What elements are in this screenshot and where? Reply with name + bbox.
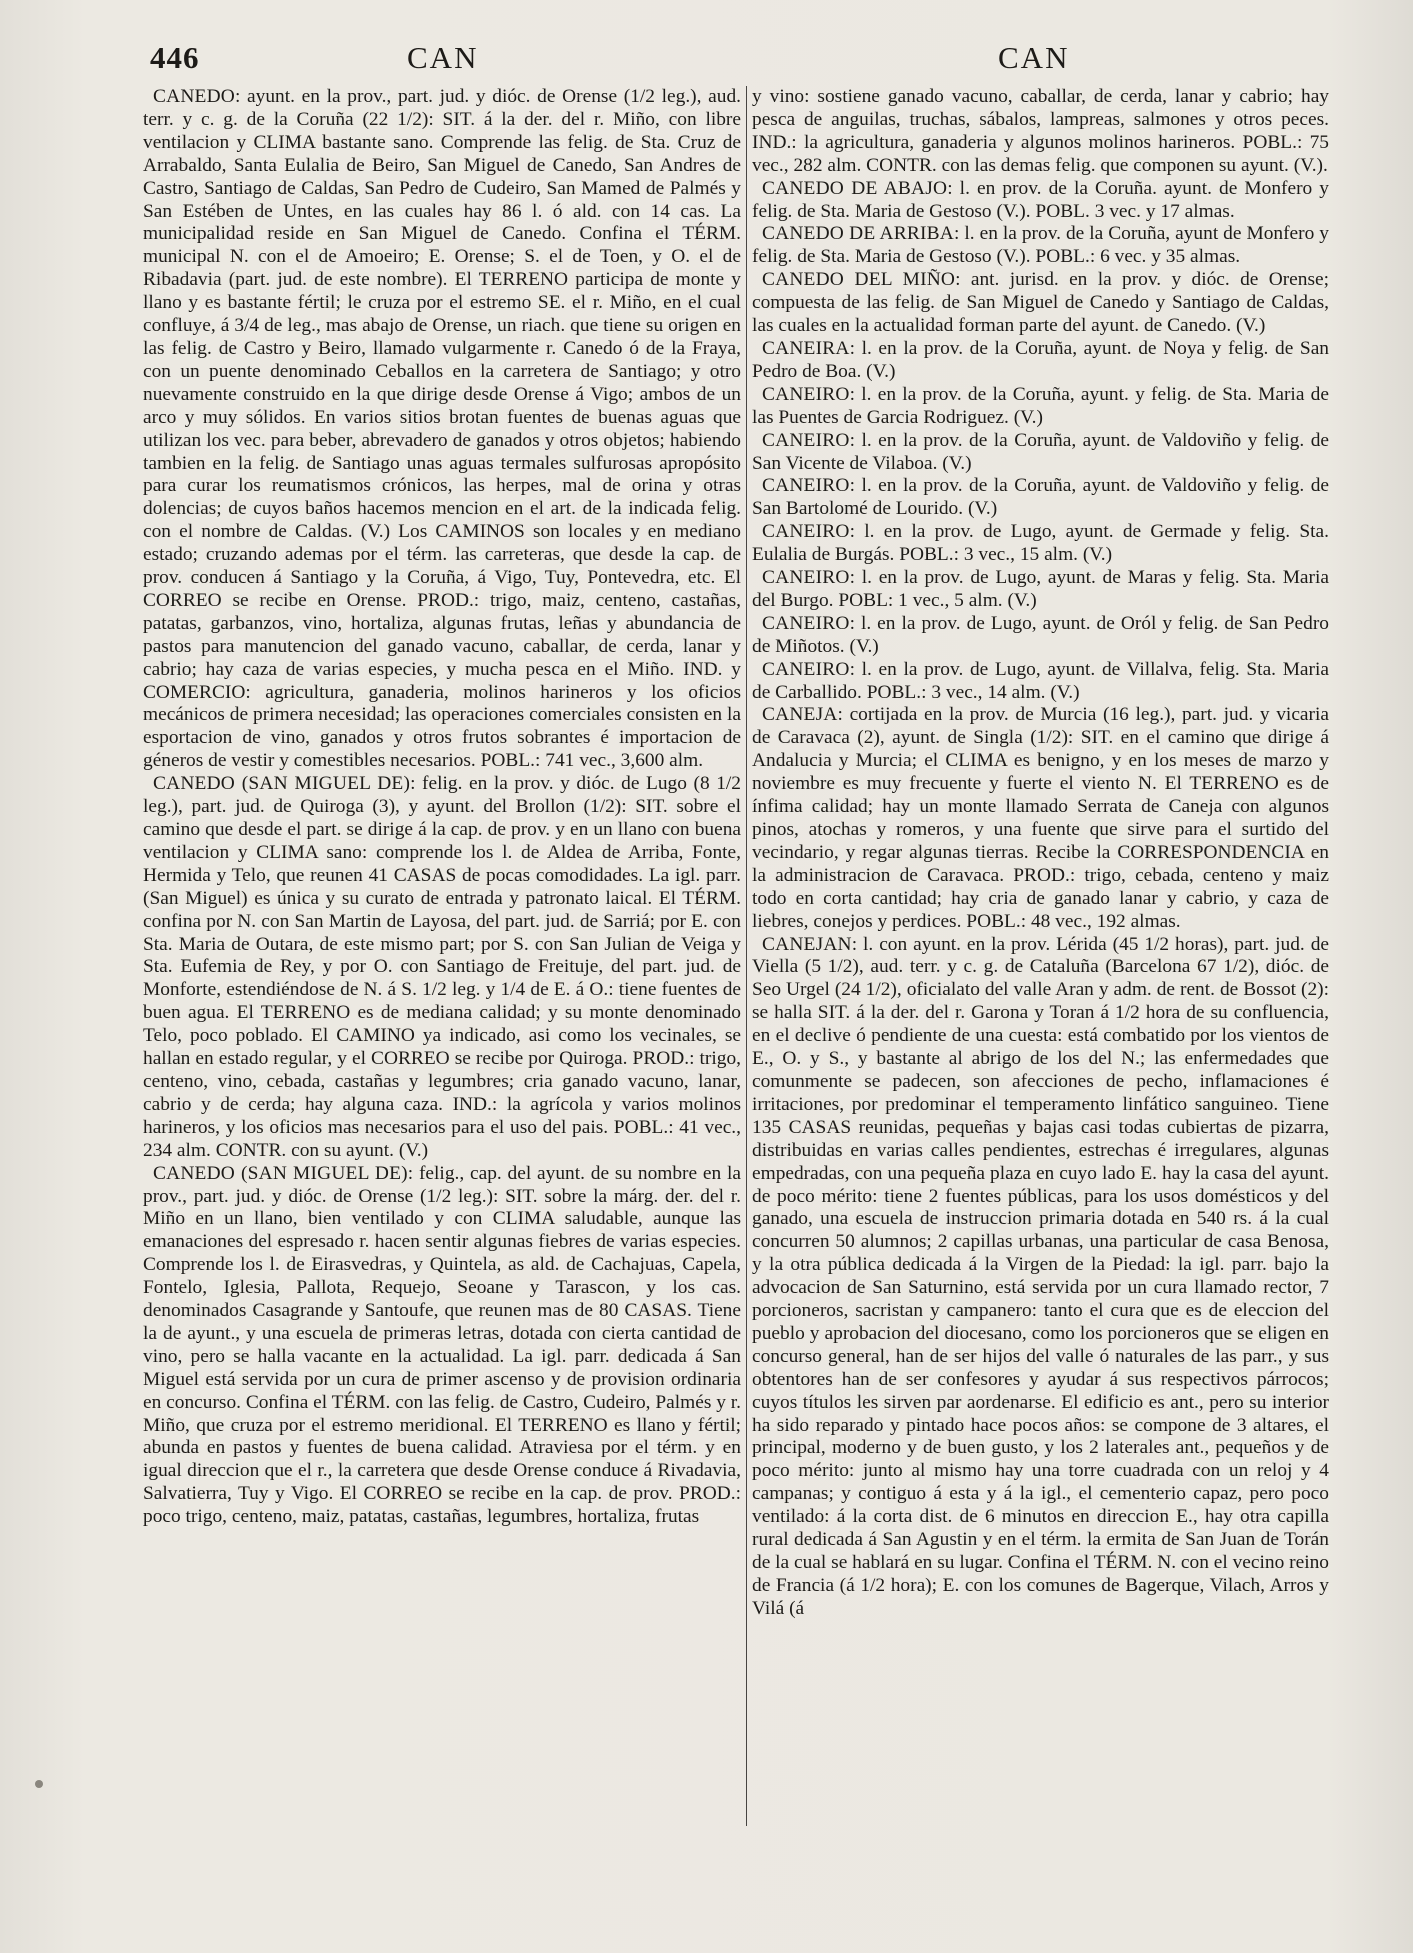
entry-text: : l. en la prov. de la Coruña, ayunt. y felig. de Sta. Maria de las Puentes de Garcia Rodriguez. (V.) [752, 383, 1329, 428]
entry-headword: CANEDO (SAN MIGUEL DE) [153, 773, 411, 795]
guide-word-right: CAN [998, 40, 1070, 75]
dictionary-entry [752, 521, 1329, 567]
dictionary-entry [752, 269, 1329, 338]
running-head [0, 40, 1413, 80]
entry-text: : l. en prov. de la Coruña. ayunt. de Monfero y felig. de Sta. Maria de Gestoso (V.). POBL. 3 vec. y 17 almas. [752, 177, 1329, 222]
dictionary-entry [752, 178, 1329, 224]
entry-headword: CANEDO (SAN MIGUEL DE) [153, 1162, 408, 1184]
dictionary-entry [143, 773, 741, 1162]
entry-text: : l. en la prov. de la Coruña, ayunt. de Valdoviño y felig. de San Vicente de Vilaboa. (V.) [752, 429, 1329, 474]
entry-continuation [752, 86, 1329, 178]
entry-headword: CANEIRO [762, 429, 850, 451]
entry-text: : l. en la prov. de Lugo, ayunt. de Maras y felig. Sta. Maria del Burgo. POBL: 1 vec., 5 alm. (V.) [752, 567, 1329, 611]
entry-headword: CANEDO DEL MIÑO [762, 269, 956, 291]
entry-text: y vino: sostiene ganado vacuno, caballar, de cerda, lanar y cabrio; hay pesca de anguilas, truchas, sábalos, lampreas, salmones y otros peces. IND.: la agricultura, ganaderia y algunos molinos harineros. POBL.: 75 vec., 282 alm. CONTR. con las demas felig. que componen su ayunt. (V.). [752, 86, 1329, 176]
dictionary-entry [752, 384, 1329, 430]
entry-headword: CANEIRO [762, 383, 850, 405]
dictionary-entry [752, 704, 1329, 933]
ink-spot [35, 1780, 43, 1788]
entry-text: : l. en la prov. de Lugo, ayunt. de Germade y felig. Sta. Eulalia de Burgás. POBL.: 3 vec., 15 alm. (V.) [752, 521, 1329, 566]
dictionary-entry [752, 934, 1329, 1621]
dictionary-entry [752, 430, 1329, 476]
dictionary-entry [752, 567, 1329, 613]
entry-text: : l. en la prov. de Lugo, ayunt. de Oról y felig. de San Pedro de Miñotos. (V.) [752, 612, 1329, 657]
dictionary-entry [143, 1163, 741, 1530]
dictionary-entry [752, 613, 1329, 659]
column-divider [746, 86, 747, 1826]
entry-headword: CANEDO DE ABAJO [762, 177, 948, 199]
left-column [143, 86, 741, 1906]
entry-headword: CANEIRO [762, 658, 850, 680]
entry-headword: CANEJA [762, 704, 838, 726]
entry-text: : ant. jurisd. en la prov. y dióc. de Orense; compuesta de las felig. de San Miguel de Canedo y Santiago de Caldas, las cuales en la actualidad forman parte del ayunt. de Canedo. (V.) [752, 269, 1329, 337]
entry-headword: CANEJAN [762, 933, 852, 955]
entry-text: : ayunt. en la prov., part. jud. y dióc. de Orense (1/2 leg.), aud. terr. y c. g. de la Coruña (22 1/2): SIT. á la der. del r. Miño, con libre ventilacion y CLIMA bastante sano. Comprende las felig. de Sta. Cruz de Arrabaldo, Santa Eulalia de Beiro, San Miguel de Canedo, San Andres de Castro, Santiago de Caldas, San Pedro de Cudeiro, San Mamed de Palmés y San Estében de Untes, en las cuales hay 86 l. ó ald. con 14 cas. La municipalidad reside en San Miguel de Canedo. Confina el TÉRM. municipal N. con el de Amoeiro; E. Orense; S. el de Toen, y O. el de Ribadavia (part. jud. de este nombre). El TERRENO participa de monte y llano y es bastante fértil; le cruza por el estremo SE. el r. Miño, en el cual confluye, á 3/4 de leg., mas abajo de Orense, un riach. que tiene su origen en las felig. de Castro y Beiro, llamado vulgarmente r. Canedo ó de la Fraya, con un puente denominado Ceballos en la carretera de Santiago; y otro nuevamente construido en la que dirige desde Orense á Vigo; ambos de un arco y muy sólidos. En varios sitios brotan fuentes de buenas aguas que utilizan los vec. para beber, abrevadero de ganados y otros objetos; habiendo tambien en la felig. de Santiago unas aguas termales sulfurosas apropósito para curar los reumatismos crónicos, las herpes, mal de orina y otras dolencias; de cuyos baños hacemos mencion en el art. de la indicada felig. con el nombre de Caldas. (V.) Los CAMINOS son locales y en mediano estado; cruzando ademas por el térm. las carreteras, que desde la cap. de prov. conducen á Santiago y la Coruña, á Vigo, Tuy, Pontevedra, etc. El CORREO se recibe en Orense. PROD.: trigo, maiz, centeno, castañas, patatas, garbanzos, vino, hortaliza, algunas frutas, leñas y abundancia de pastos para manutencion del ganado vacuno, caballar, de cerda, lanar y cabrio; hay caza de varias especies, y mucha pesca en el Miño. IND. y COMERCIO: agricultura, ganaderia, molinos harineros y los oficios mecánicos de primera necesidad; las operaciones comerciales consisten en la esportacion de vino, ganados y otros frutos sobrantes é importacion de géneros de vestir y comestibles necesarios. POBL.: 741 vec., 3,600 alm. [143, 86, 741, 772]
dictionary-entry [752, 223, 1329, 269]
entry-text: : felig. en la prov. y dióc. de Lugo (8 1/2 leg.), part. jud. de Quiroga (3), y ayunt. del Brollon (1/2): SIT. sobre el camino que desde el part. se dirige á la cap. de prov. y en un llano con buena ventilacion y CLIMA sano: comprende los l. de Aldea de Arriba, Fonte, Hermida y Telo, que reunen 41 CASAS de pocas comodidades. La igl. parr. (San Miguel) es única y su curato de entrada y patronato laical. El TÉRM. confina por N. con San Martin de Layosa, del part. jud. de Sarriá; por E. con Sta. Maria de Outara, de este mismo part; por S. con San Julian de Veiga y Sta. Eufemia de Rey, y por O. con Santiago de Freituje, del part. jud. de Monforte, estendiéndose de N. á S. 1/2 leg. y 1/4 de E. á O.: tiene fuentes de buen agua. El TERRENO es de mediana calidad; y su monte denominado Telo, poco poblado. El CAMINO ya indicado, asi como los vecinales, se hallan en estado regular, y el CORREO se recibe por Quiroga. PROD.: trigo, centeno, vino, cebada, castañas y legumbres; cria ganado vacuno, lanar, cabrio y de cerda; hay alguna caza. IND.: la agrícola y varios molinos harineros, y los oficios mas necesarios para el uso del pais. POBL.: 41 vec., 234 alm. CONTR. con su ayunt. (V.) [143, 773, 741, 1161]
entry-text: : felig., cap. del ayunt. de su nombre en la prov., part. jud. y dióc. de Orense (1/2 leg.): SIT. sobre la márg. der. del r. Miño en un llano, bien ventilado y con CLIMA saludable, aunque las emanaciones del espresado r. hacen sentir algunas fiebres de varias especies. Comprende los l. de Eirasvedras, y Quintela, as ald. de Cachajuas, Capela, Fontelo, Iglesia, Pallota, Requejo, Seoane y Tarascon, y los cas. denominados Casagrande y Santoufe, que reunen mas de 80 CASAS. Tiene la de ayunt., y una escuela de primeras letras, dotada con cierta cantidad de vino, pero se halla vacante en la actualidad. La igl. parr. dedicada á San Miguel está servida por un cura de primer ascenso y de provision ordinaria en concurso. Confina el TÉRM. con las felig. de Castro, Cudeiro, Palmés y r. Miño, que cruza por el estremo meridional. El TERRENO es llano y fértil; abunda en pastos y fuentes de buena calidad. Atraviesa por el térm. y en igual direccion que el r., la carretera que desde Orense conduce á Rivadavia, Salvatierra, Tuy y Vigo. El CORREO se recibe en la cap. de prov. PROD.: poco trigo, centeno, maiz, patatas, castañas, legumbres, hortaliza, frutas [143, 1162, 741, 1528]
right-column [752, 86, 1329, 1906]
entry-headword: CANEIRA [762, 337, 850, 359]
entry-headword: CANEIRO [762, 567, 850, 589]
entry-text: : l. con ayunt. en la prov. Lérida (45 1/2 horas), part. jud. de Viella (5 1/2), aud. terr. y c. g. de Cataluña (Barcelona 67 1/2), dióc. de Seo Urgel (24 1/2), oficialato del valle Aran y adm. de rent. de Bossot (2): se halla SIT. á la der. del r. Garona y Toran á 1/2 hora de su confluencia, en el declive ó pendiente de una cuesta: está combatido por los vientos de E., O. y S., y bastante al abrigo de los del N.; las enfermedades que comunmente se padecen, son afecciones de pecho, inflamaciones é irritaciones, por predominar el temperamento linfático sanguineo. Tiene 135 CASAS reunidas, pequeñas y bajas casi todas cubiertas de pizarra, distribuidas en varias calles pendientes, estrechas é irregulares, algunas empedradas, con una pequeña plaza en cuyo lado E. hay la casa del ayunt. de poco mérito: tiene 2 fuentes públicas, para los usos domésticos y del ganado, una escuela de instruccion primaria dotada en 540 rs. á la cual concurren 50 alumnos; 2 capillas urbanas, una particular de casa Benosa, y la otra pública dedicada á la Virgen de la Piedad: la igl. parr. bajo la advocacion de San Saturnino, está servida por un cura llamado rector, 7 porcioneros, sacristan y campanero: tanto el cura que es de eleccion del pueblo y aprobacion del diocesano, como los porcioneros que se eligen en concurso general, han de ser hijos del valle ó naturales de las parr., y sus obtentores han de ser confesores y ayudar á sus respectivos párrocos; cuyos títulos les sirven par aordenarse. El edificio es ant., pero su interior ha sido reparado y pintado hace pocos años: se compone de 3 altares, el principal, moderno y de buen gusto, y los 2 laterales ant., pequeños y de poco mérito: junto al mismo hay una torre cuadrada con un reloj y 4 campanas; y contiguo á esta y á la igl., el cementerio capaz, pero poco ventilado: á la corta dist. de 6 minutos en direccion E., hay otra capilla rural dedicada á San Agustin y en el térm. la ermita de San Juan de Torán de la cual se hablará en su lugar. Confina el TÉRM. N. con el vecino reino de Francia (á 1/2 hora); E. con los comunes de Bagerque, Vilach, Arros y Vilá (á [752, 933, 1329, 1619]
entry-text: : cortijada en la prov. de Murcia (16 leg.), part. jud. y vicaria de Caravaca (2), ayunt. de Singla (1/2): SIT. en el camino que dirige á Andalucia y Murcia; el CLIMA es benigno, y en los meses de marzo y noviembre es muy frecuente y fuerte el viento N. El TERRENO es de ínfima calidad; hay un monte llamado Serrata de Caneja con algunos pinos, atochas y romeros, y una fuente que sirve para el surtido del vecindario, y regar algunas tierras. Recibe la CORRESPONDENCIA en la administracion de Caravaca. PROD.: trigo, cebada, centeno y maiz todo en corta cantidad; hay cria de ganado lanar y cabrio, y caza de liebres, conejos y perdices. POBL.: 48 vec., 192 almas. [752, 704, 1329, 932]
page-number: 446 [150, 40, 200, 75]
entry-headword: CANEIRO [762, 612, 850, 634]
entry-text: : l. en la prov. de la Coruña, ayunt. de Noya y felig. de San Pedro de Boa. (V.) [752, 337, 1329, 382]
dictionary-entry [752, 475, 1329, 521]
entry-text: : l. en la prov. de la Coruña, ayunt de Monfero y felig. de Sta. Maria de Gestoso (V.). POBL.: 6 vec. y 35 almas. [752, 223, 1329, 268]
dictionary-entry [752, 338, 1329, 384]
entry-headword: CANEDO DE ARRIBA [762, 223, 954, 245]
entry-text: : l. en la prov. de Lugo, ayunt. de Villalva, felig. Sta. Maria de Carballido. POBL.: 3 vec., 14 alm. (V.) [752, 658, 1329, 703]
entry-text: : l. en la prov. de la Coruña, ayunt. de Valdoviño y felig. de San Bartolomé de Lourido. (V.) [752, 475, 1329, 520]
dictionary-entry [752, 659, 1329, 705]
guide-word-left: CAN [407, 40, 479, 75]
entry-headword: CANEDO [153, 86, 235, 107]
entry-headword: CANEIRO [762, 521, 850, 543]
dictionary-entry [143, 86, 741, 773]
entry-headword: CANEIRO [762, 475, 850, 497]
